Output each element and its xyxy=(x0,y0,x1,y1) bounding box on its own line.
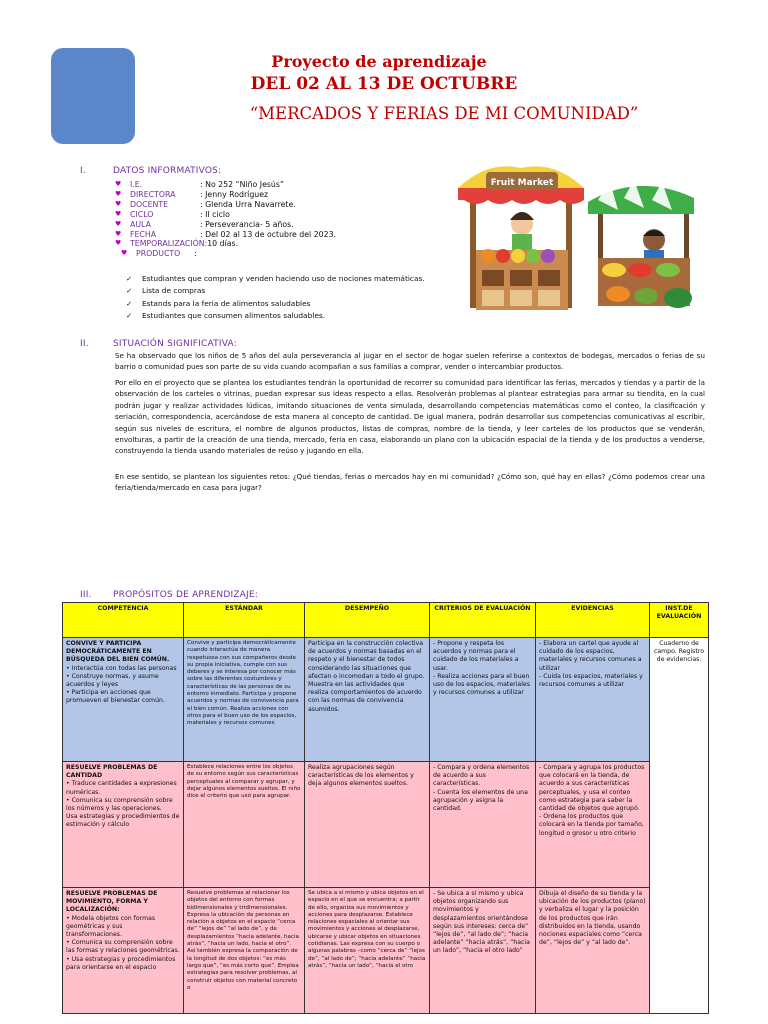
table-row xyxy=(63,762,709,888)
competencia-cell xyxy=(63,762,184,888)
table-row xyxy=(63,638,709,762)
fruit-market-stall xyxy=(458,166,584,310)
heart-bullet-icon: ♥ xyxy=(115,180,122,188)
competencia-item: • Modela objetos con formas geométricas y sus transformaciones. xyxy=(66,914,156,939)
desempeno-cell: Participa en la construcción colectiva de acuerdos y normas basadas en el respeto y el bienestar de todos considerando las situaciones que afectan o incomodan a todo el grupo. Muestra en las actividades que realiza comportamientos de acuerdo con las normas de convivencia asumidos. xyxy=(305,638,430,762)
purposes-table xyxy=(62,602,709,1014)
info-row xyxy=(115,239,336,249)
section-3-title xyxy=(80,590,258,600)
competencia-cell xyxy=(63,888,184,1014)
col-header-competencia: COMPETENCIA xyxy=(63,603,184,638)
competencia-item: • Traduce cantidades a expresiones numéricas. xyxy=(66,780,177,796)
section-1-title xyxy=(80,166,221,176)
product-item xyxy=(126,298,425,310)
table-row xyxy=(63,888,709,1014)
heart-bullet-icon: ♥ xyxy=(115,229,122,238)
instrumento-cell: Cuaderno de campo. Registro de evidencias. xyxy=(650,638,709,1014)
info-row xyxy=(115,210,336,220)
section-3-number: III. xyxy=(80,590,92,600)
info-label: FECHA xyxy=(130,229,157,239)
check-icon: ✓ xyxy=(126,298,133,308)
col-header-criterios: CRITERIOS DE EVALUACIÓN xyxy=(430,603,536,638)
col-header-evidencias: EVIDENCIAS xyxy=(536,603,650,638)
info-list xyxy=(115,180,336,259)
product-text: Lista de compras xyxy=(142,286,206,296)
market-illustration xyxy=(448,158,694,324)
info-label: DOCENTE xyxy=(130,199,169,209)
info-label: CICLO xyxy=(130,209,154,219)
info-label: PRODUCTO xyxy=(136,249,181,259)
competencia-item: • Usa estrategias y procedimientos para orientarse en el espacio xyxy=(66,955,176,971)
situation-paragraph-2: Por ello en el proyecto que se plantea los estudiantes tendrán la oportunidad de recorrer su comunidad para identificar las ferias, mercados y tiendas y a partir de la observación de los carteles o vitrinas, puedan expresar sus ideas respecto a ellas. Resolverán problemas al plantear estrategias para armar su tiendita, en la cual podrán jugar y realizar actividades lúdicas, imitando situaciones de venta simulada, desarrollando competencias matemáticas como el conteo, la clasificación y seriación, correspondencia, acercándose de esta manera al concepto de cantidad. De igual manera, podrán desarrollar sus competencias comunicativas al escribir, según sus niveles de escritura, el nombre de algunos productos, listas de compras, nombre de la tienda, y leer carteles de los productos que se venderán, envolturas, a partir de la creación de una tienda, mercado, feria en casa, elaborando un plano con la ubicación espacial de la tienda y de los productos a venderse, construyendo la tienda usando materiales de reúso y jugando en ella. xyxy=(115,378,705,456)
info-row xyxy=(115,180,336,190)
info-value: : Glenda Urra Navarrete. xyxy=(200,199,296,209)
heart-bullet-icon: ♥ xyxy=(121,249,128,258)
competencia-item: • Participa en acciones que promueven el bienestar común. xyxy=(66,689,165,705)
product-text: Estudiantes que compran y venden haciendo uso de nociones matemáticas. xyxy=(142,274,425,283)
section-1-label: DATOS INFORMATIVOS: xyxy=(113,166,222,176)
evidencias-cell: - Elabora un cartel que ayude al cuidado de los espacios, materiales y recursos comunes a utilizar - Cuida los espacios, materiales y recursos comunes a utilizar xyxy=(536,638,650,762)
col-header-desempeno: DESEMPEÑO xyxy=(305,603,430,638)
competencia-title: CONVIVE Y PARTICIPA DEMOCRÁTICAMENTE EN BÚSQUEDA DEL BIEN COMÚN. xyxy=(66,640,170,664)
info-value: : No 252 “Niño Jesús” xyxy=(200,180,284,189)
section-2-title xyxy=(80,339,237,349)
heart-bullet-icon: ♥ xyxy=(115,219,122,228)
col-header-instrumento: INST.DE EVALUACIÓN xyxy=(650,603,709,638)
situation-paragraph-1: Se ha observado que los niños de 5 años del aula perseverancia al jugar en el sector de hogar suelen referirse a contextos de bodegas, mercados o ferias de su barrio o comunidad pues son parte de su vida cuando acompañan a sus familias a comprar, vender o intercambiar productos. xyxy=(115,351,705,372)
check-icon: ✓ xyxy=(126,310,133,320)
situation-paragraph-3: En ese sentido, se plantean los siguientes retos: ¿Qué tiendas, ferias o mercados hay en mi comunidad? ¿Cómo son, qué hay en ellas? ¿Cómo podemos crear una feria/tienda/mercado en casa para jugar? xyxy=(115,472,705,493)
info-row xyxy=(115,230,336,240)
info-row xyxy=(115,220,336,230)
info-value: 10 días. xyxy=(207,239,239,249)
product-text: Estands para la feria de alimentos saludables xyxy=(142,298,311,308)
info-label: TEMPORALIZACIÓN: xyxy=(130,239,208,249)
info-label: DIRECTORA xyxy=(130,189,176,199)
info-value: : Jenny Rodríguez xyxy=(200,189,269,199)
competencia-title: RESUELVE PROBLEMAS DE CANTIDAD xyxy=(66,764,158,780)
criterios-cell: - Propone y respeta los acuerdos y normas para el cuidado de los materiales a usar. - Realiza acciones para el buen uso de los espacios, materiales y recursos comunes a utilizar xyxy=(430,638,536,762)
product-item xyxy=(126,273,425,285)
competencia-item: • Comunica su comprensión sobre las formas y relaciones geométricas. xyxy=(66,939,180,955)
product-item xyxy=(126,285,425,297)
info-value: : Perseverancia- 5 años. xyxy=(200,219,294,229)
competencia-item: • Interactúa con todas las personas xyxy=(66,664,177,672)
heart-bullet-icon: ♥ xyxy=(115,189,122,198)
section-3-label: PROPÓSITOS DE APRENDIZAJE: xyxy=(113,590,259,600)
section-1-number: I. xyxy=(80,166,86,176)
estandar-cell: Establece relaciones entre los objetos de su entorno según sus características perceptuales al comparar y agrupar, y dejar algunos elementos sueltos. El niño dice el criterio que usó para agrupar. xyxy=(184,762,305,888)
heart-bullet-icon: ♥ xyxy=(115,199,122,208)
competencia-item: • Construye normas, y asume acuerdos y leyes xyxy=(66,672,159,689)
info-row xyxy=(115,200,336,210)
fruit-market-sign: Fruit Market xyxy=(490,178,554,188)
competencia-item: Usa estrategias y procedimientos de estimación y cálculo xyxy=(66,813,180,829)
estandar-cell: Resuelve problemas al relacionar los objetos del entorno con formas bidimensionales y tridimensionales. Expresa la ubicación de personas en relación a objetos en el espacio “cerca de” “lejos de” “al lado de”, y de desplazamientos “hacia adelante, hacia atrás”, “hacia un lado, hacia el otro”. Así también expresa la comparación de la longitud de dos objetos: “es más largo que”, “es más corto que”. Emplea estrategias para resolver problemas, al construir objetos con material concreto o xyxy=(184,888,305,1014)
table-header-row xyxy=(63,603,709,638)
evidencias-cell: Dibuja el diseño de su tienda y la ubicación de los productos (plano) y verbaliza el lugar y la posición de los productos que irán distribuidos en la tienda, usando nociones espaciales como “cerca de”, “lejos de” y “al lado de”. xyxy=(536,888,650,1014)
info-value: : II ciclo xyxy=(200,209,230,219)
evidencias-cell: - Compara y agrupa los productos que colocará en la tienda, de acuerdo a sus características perceptuales, y usa el conteo como estrategia para saber la cantidad de objetos que agrupó. - Ordena los productos que colocará en la tienda por tamaño, longitud o grosor u otro criterio xyxy=(536,762,650,888)
project-name: “MERCADOS Y FERIAS DE MI COMUNIDAD” xyxy=(249,104,639,123)
info-value: : xyxy=(194,249,197,259)
product-item xyxy=(126,310,425,322)
competencia-cell xyxy=(63,638,184,762)
info-label: I.E. xyxy=(130,180,143,189)
project-dates: DEL 02 AL 13 DE OCTUBRE xyxy=(250,74,518,94)
section-2-label: SITUACIÓN SIGNIFICATIVA: xyxy=(113,339,237,349)
competencia-title: RESUELVE PROBLEMAS DE MOVIMIENTO, FORMA Y LOCALIZACIÓN: xyxy=(66,890,158,914)
info-row xyxy=(115,249,336,259)
project-title: Proyecto de aprendizaje xyxy=(271,52,487,71)
check-icon: ✓ xyxy=(126,286,133,296)
info-value: : Del 02 al 13 de octubre del 2023. xyxy=(200,229,337,239)
desempeno-cell: Se ubica a sí mismo y ubica objetos en el espacio en el que se encuentra; a partir de ello, organiza sus movimientos y acciones para desplazarse. Establece relaciones espaciales al orientar sus movimientos y acciones al desplazarse, ubicarse y ubicar objetos en situaciones cotidianas. Las expresa con su cuerpo o algunas palabras –como “cerca de” “lejos de”, “al lado de”; “hacia adelante” “hacia atrás”, “hacia un lado”, “hacia el otro xyxy=(305,888,430,1014)
section-2-number: II. xyxy=(80,339,89,349)
heart-bullet-icon: ♥ xyxy=(115,209,122,218)
competencia-item: • Comunica su comprensión sobre los números y las operaciones. xyxy=(66,796,173,813)
criterios-cell: - Se ubica a sí mismo y ubica objetos organizando sus movimientos y desplazamientos orientándose según sus intereses: cerca de” “lejos de”, “al lado de”; “hacia adelante” “hacia atrás”, “hacia un lado”, “hacia el otro lado” xyxy=(430,888,536,1014)
info-label: AULA xyxy=(130,219,151,229)
product-text: Estudiantes que consumen alimentos saludables. xyxy=(142,310,326,320)
info-row xyxy=(115,190,336,200)
desempeno-cell: Realiza agrupaciones según características de los elementos y deja algunos elementos sueltos. xyxy=(305,762,430,888)
col-header-estandar: ESTÁNDAR xyxy=(184,603,305,638)
product-list xyxy=(126,273,425,322)
check-icon: ✓ xyxy=(126,274,133,283)
criterios-cell: - Compara y ordena elementos de acuerdo a sus características. - Cuenta los elementos de una agrupación y asigna la cantidad. xyxy=(430,762,536,888)
estandar-cell: Convive y participa democráticamente cuando interactúa de manera respetuosa con sus compañeros desde su propia iniciativa, cumple con sus deberes y se interesa por conocer más sobre las diferentes costumbres y características de las personas de su entorno inmediato. Participa y propone acuerdos y normas de convivencia para el bien común. Realiza acciones con otros para el buen uso de los espacios, materiales y recursos comunes xyxy=(184,638,305,762)
heart-bullet-icon: ♥ xyxy=(115,239,122,248)
vegetable-stall xyxy=(588,180,694,308)
